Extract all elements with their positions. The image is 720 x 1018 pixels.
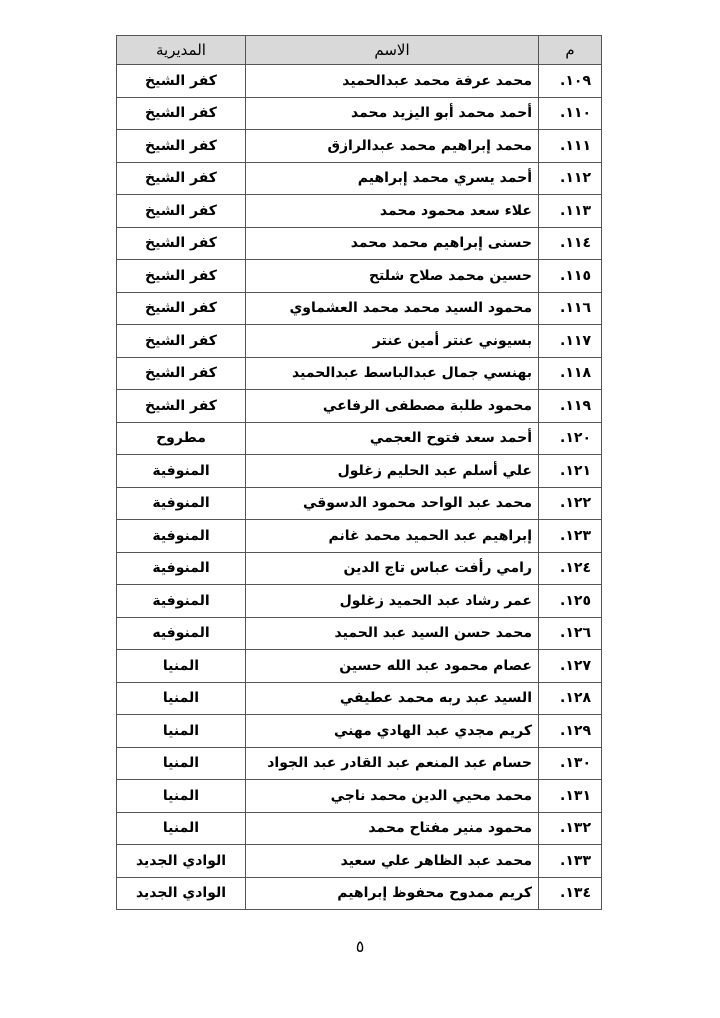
table-row <box>117 585 602 618</box>
row-directorate: كفر الشيخ <box>117 195 246 228</box>
row-directorate: المنيا <box>117 780 246 813</box>
row-number: ١٢٧. <box>539 650 602 683</box>
row-name: حسام عبد المنعم عبد القادر عبد الجواد <box>246 747 539 780</box>
header-num: م <box>539 36 602 65</box>
header-directorate: المديرية <box>117 36 246 65</box>
row-name: كريم مجدي عبد الهادي مهني <box>246 715 539 748</box>
row-directorate: كفر الشيخ <box>117 325 246 358</box>
row-number: ١١١. <box>539 130 602 163</box>
row-number: ١٣٠. <box>539 747 602 780</box>
table-row <box>117 325 602 358</box>
row-name: أحمد سعد فتوح العجمي <box>246 422 539 455</box>
row-directorate: كفر الشيخ <box>117 292 246 325</box>
row-number: ١٢٦. <box>539 617 602 650</box>
row-directorate: المنوفية <box>117 455 246 488</box>
row-name: أحمد يسري محمد إبراهيم <box>246 162 539 195</box>
row-number: ١٢٤. <box>539 552 602 585</box>
row-number: ١١٣. <box>539 195 602 228</box>
row-number: ١٢٠. <box>539 422 602 455</box>
table-row <box>117 97 602 130</box>
table-row <box>117 650 602 683</box>
row-directorate: كفر الشيخ <box>117 162 246 195</box>
row-name: السيد عبد ربه محمد عطيفي <box>246 682 539 715</box>
header-name: الاسم <box>246 36 539 65</box>
table-header <box>117 36 602 65</box>
row-directorate: المنيا <box>117 682 246 715</box>
row-number: ١١٥. <box>539 260 602 293</box>
table-row <box>117 747 602 780</box>
row-number: ١٣١. <box>539 780 602 813</box>
row-name: علي أسلم عبد الحليم زغلول <box>246 455 539 488</box>
row-directorate: كفر الشيخ <box>117 260 246 293</box>
row-directorate: المنيا <box>117 812 246 845</box>
table-row <box>117 552 602 585</box>
table-row <box>117 877 602 910</box>
table-row <box>117 455 602 488</box>
row-name: محمد حسن السيد عبد الحميد <box>246 617 539 650</box>
row-number: ١١٤. <box>539 227 602 260</box>
row-number: ١١٨. <box>539 357 602 390</box>
table-row <box>117 422 602 455</box>
row-name: محمد عبد الواحد محمود الدسوقي <box>246 487 539 520</box>
row-number: ١٢١. <box>539 455 602 488</box>
table-row <box>117 812 602 845</box>
row-name: عصام محمود عبد الله حسين <box>246 650 539 683</box>
row-name: كريم ممدوح محفوظ إبراهيم <box>246 877 539 910</box>
table-body <box>117 65 602 910</box>
row-number: ١٣٤. <box>539 877 602 910</box>
row-directorate: كفر الشيخ <box>117 97 246 130</box>
row-name: محمود منير مفتاح محمد <box>246 812 539 845</box>
table-row <box>117 487 602 520</box>
table-row <box>117 682 602 715</box>
row-name: محمد عبد الظاهر علي سعيد <box>246 845 539 878</box>
table-row <box>117 65 602 98</box>
table-row <box>117 227 602 260</box>
table-row <box>117 292 602 325</box>
row-number: ١٣٢. <box>539 812 602 845</box>
row-directorate: المنوفية <box>117 487 246 520</box>
row-directorate: كفر الشيخ <box>117 390 246 423</box>
row-name: محمد محيي الدين محمد ناجي <box>246 780 539 813</box>
row-directorate: مطروح <box>117 422 246 455</box>
names-table <box>116 35 602 910</box>
table-row <box>117 357 602 390</box>
table-row <box>117 195 602 228</box>
row-directorate: كفر الشيخ <box>117 227 246 260</box>
row-name: علاء سعد محمود محمد <box>246 195 539 228</box>
row-directorate: الوادي الجديد <box>117 877 246 910</box>
header-row <box>117 36 602 65</box>
row-name: محمد عرفة محمد عبدالحميد <box>246 65 539 98</box>
row-name: حسنى إبراهيم محمد محمد <box>246 227 539 260</box>
page-number: ٥ <box>355 937 365 956</box>
row-name: محمد إبراهيم محمد عبدالرازق <box>246 130 539 163</box>
row-name: بهنسي جمال عبدالباسط عبدالحميد <box>246 357 539 390</box>
row-directorate: المنوفيه <box>117 617 246 650</box>
table-row <box>117 845 602 878</box>
row-number: ١٢٩. <box>539 715 602 748</box>
row-number: ١٢٣. <box>539 520 602 553</box>
table-row <box>117 162 602 195</box>
row-number: ١٢٨. <box>539 682 602 715</box>
row-directorate: المنيا <box>117 747 246 780</box>
row-number: ١٠٩. <box>539 65 602 98</box>
table-row <box>117 780 602 813</box>
row-directorate: المنيا <box>117 650 246 683</box>
table-row <box>117 260 602 293</box>
row-name: محمود طلبة مصطفى الرفاعي <box>246 390 539 423</box>
table-row <box>117 617 602 650</box>
row-directorate: المنيا <box>117 715 246 748</box>
row-name: بسيوني عنتر أمين عنتر <box>246 325 539 358</box>
row-number: ١٣٣. <box>539 845 602 878</box>
row-number: ١١٦. <box>539 292 602 325</box>
row-directorate: كفر الشيخ <box>117 130 246 163</box>
row-directorate: المنوفية <box>117 552 246 585</box>
row-directorate: كفر الشيخ <box>117 65 246 98</box>
row-directorate: المنوفية <box>117 520 246 553</box>
table-row <box>117 130 602 163</box>
row-number: ١١٧. <box>539 325 602 358</box>
row-number: ١٢٥. <box>539 585 602 618</box>
row-number: ١١٠. <box>539 97 602 130</box>
table-row <box>117 520 602 553</box>
row-number: ١١٢. <box>539 162 602 195</box>
row-directorate: كفر الشيخ <box>117 357 246 390</box>
row-number: ١١٩. <box>539 390 602 423</box>
row-directorate: المنوفية <box>117 585 246 618</box>
row-name: محمود السيد محمد محمد العشماوي <box>246 292 539 325</box>
row-number: ١٢٢. <box>539 487 602 520</box>
row-name: رامي رأفت عباس تاج الدين <box>246 552 539 585</box>
row-name: إبراهيم عبد الحميد محمد غانم <box>246 520 539 553</box>
row-name: أحمد محمد أبو اليزيد محمد <box>246 97 539 130</box>
row-directorate: الوادي الجديد <box>117 845 246 878</box>
row-name: عمر رشاد عبد الحميد زغلول <box>246 585 539 618</box>
row-name: حسين محمد صلاح شلتح <box>246 260 539 293</box>
table-row <box>117 715 602 748</box>
table-row <box>117 390 602 423</box>
